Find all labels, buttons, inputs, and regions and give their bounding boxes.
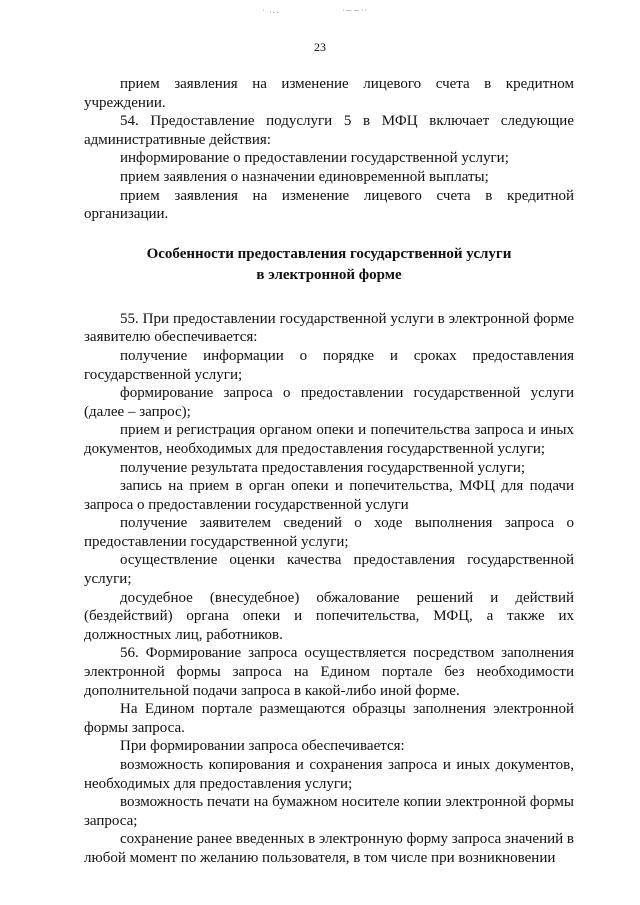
- scan-artifact: ·~~··: [342, 6, 369, 15]
- paragraph: 54. Предоставление подуслуги 5 в МФЦ включает следующие административные действия:: [84, 113, 574, 148]
- paragraph: прием заявления на изменение лицевого счета в кредитном учреждении.: [84, 76, 574, 111]
- paragraph: формирование запроса о предоставлении государственной услуги (далее – запрос);: [84, 385, 574, 420]
- section-heading-line: в электронной форме: [256, 266, 402, 283]
- paragraph: 56. Формирование запроса осуществляется посредством заполнения электронной формы запроса на Едином портале без необходимости дополнительной подачи запроса в какой-либо иной форме.: [84, 645, 574, 699]
- paragraph: 55. При предоставлении государственной услуги в электронной форме заявителю обеспечивается:: [84, 310, 574, 346]
- paragraph: запись на прием в орган опеки и попечительства, МФЦ для подачи запроса о предоставлении государственной услуги: [84, 478, 574, 513]
- page-number: 23: [314, 40, 326, 54]
- paragraph: возможность копирования и сохранения запроса и иных документов, необходимых для предоставления услуги;: [84, 757, 574, 792]
- paragraph: На Едином портале размещаются образцы заполнения электронной формы запроса.: [84, 701, 574, 736]
- document-body: [84, 75, 574, 868]
- paragraph: досудебное (внесудебное) обжалование решений и действий (бездействий) органа опеки и попечительства, МФЦ, а также их должностных лиц, работников.: [84, 589, 574, 643]
- paragraph: информирование о предоставлении государственной услуги;: [120, 150, 509, 167]
- scan-artifact: · ...: [262, 6, 280, 15]
- paragraph: прием и регистрация органом опеки и попечительства запроса и иных документов, необходимых для предоставления государственной услуги;: [84, 422, 574, 457]
- section-heading: [84, 244, 574, 286]
- paragraph: получение информации о порядке и сроках предоставления государственной услуги;: [84, 347, 574, 383]
- paragraph: возможность печати на бумажном носителе копии электронной формы запроса;: [84, 794, 574, 829]
- paragraph: получение заявителем сведений о ходе выполнения запроса о предоставлении государственной услуги;: [84, 515, 574, 550]
- paragraph: сохранение ранее введенных в электронную форму запроса значений в любой момент по желанию пользователя, в том числе при возникновении: [84, 831, 574, 866]
- paragraph: прием заявления о назначении единовременной выплаты;: [120, 168, 489, 185]
- section-heading-line: Особенности предоставления государственной услуги: [146, 245, 512, 262]
- paragraph: осуществление оценки качества предоставления государственной услуги;: [84, 552, 574, 588]
- paragraph: При формировании запроса обеспечивается:: [120, 738, 405, 755]
- paragraph: прием заявления на изменение лицевого счета в кредитной организации.: [84, 187, 574, 223]
- paragraph: получение результата предоставления государственной услуги;: [120, 459, 526, 476]
